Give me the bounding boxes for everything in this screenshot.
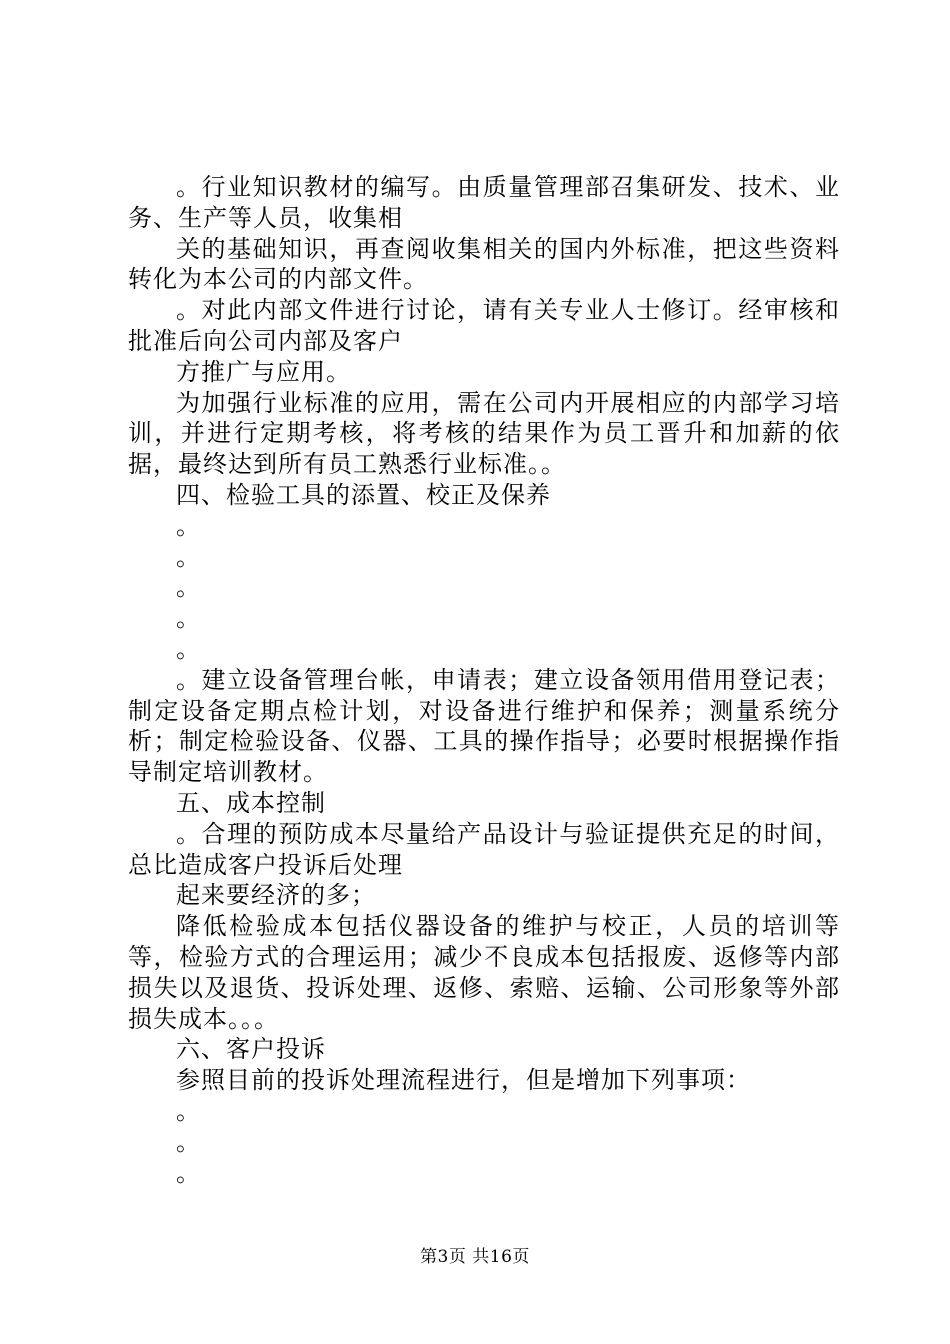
- list-item: 。: [176, 1096, 201, 1125]
- list-item: 。: [176, 634, 201, 663]
- list-item: 。: [176, 1158, 201, 1187]
- section-heading: 五、成本控制: [176, 788, 326, 817]
- paragraph: 降低检验成本包括仪器设备的维护与校正，人员的培训等等，检验方式的合理运用；减少不良成本包括报废、返修等内部损失以及退货、投诉处理、返修、索赔、运输、公司形象等外部损失成本。。。: [128, 912, 840, 1033]
- document-body: [128, 172, 840, 1188]
- paragraph: 起来要经济的多；: [176, 881, 376, 910]
- section-heading: 六、客户投诉: [176, 1035, 326, 1064]
- list-item: 。: [176, 542, 201, 571]
- paragraph: 参照目前的投诉处理流程进行，但是增加下列事项：: [176, 1066, 751, 1095]
- list-item: 。: [176, 604, 201, 633]
- section-heading: 四、检验工具的添置、校正及保养: [176, 480, 551, 509]
- paragraph: 关的基础知识，再查阅收集相关的国内外标准，把这些资料转化为本公司的内部文件。: [128, 234, 840, 294]
- page-number-footer: 第3页 共16页: [420, 1247, 530, 1267]
- paragraph: 。合理的预防成本尽量给产品设计与验证提供充足的时间，总比造成客户投诉后处理: [128, 819, 840, 879]
- paragraph: 。对此内部文件进行讨论，请有关专业人士修订。经审核和批准后向公司内部及客户: [128, 296, 840, 355]
- list-item: 。: [176, 511, 201, 540]
- paragraph: 方推广与应用。: [176, 357, 351, 386]
- paragraph: 为加强行业标准的应用，需在公司内开展相应的内部学习培训，并进行定期考核，将考核的结果作为员工晋升和加薪的依据，最终达到所有员工熟悉行业标准。。: [128, 388, 840, 479]
- list-item: 。: [176, 573, 201, 602]
- paragraph: 。行业知识教材的编写。由质量管理部召集研发、技术、业务、生产等人员，收集相: [128, 173, 840, 232]
- list-item: 。: [176, 1127, 201, 1156]
- paragraph: 。建立设备管理台帐，申请表；建立设备领用借用登记表；制定设备定期点检计划，对设备进行维护和保养；测量系统分析；制定检验设备、仪器、工具的操作指导；必要时根据操作指导制定培训教材。: [128, 665, 840, 787]
